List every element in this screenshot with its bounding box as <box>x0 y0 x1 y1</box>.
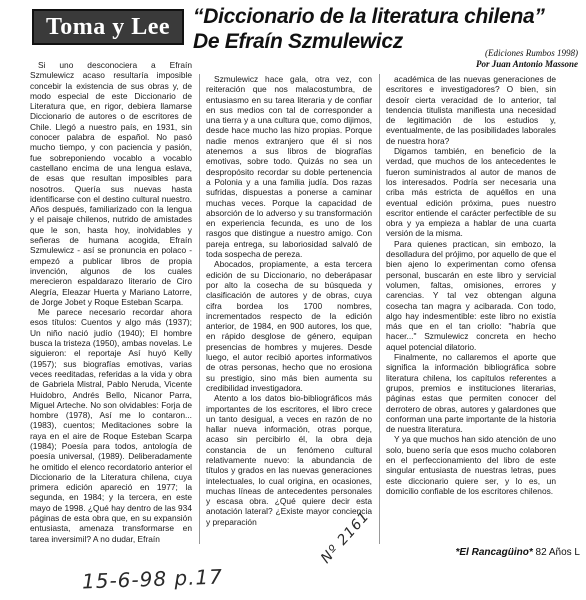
article-title <box>193 4 579 54</box>
paragraph: Y ya que muchos han sido atención de uno solo, bueno sería que esos mucho colaboren en el perfeccionamiento del libro de este singular entusiasta de nuestras letras, pues este diccionario quiere ser, y lo es, un domicilio confiable de los escritores chilenos. <box>386 434 556 496</box>
paragraph: Finalmente, no callaremos el aporte que significa la información bibliográfica sobre literatura chilena, los capítulos referentes a grupos, premios e instituciones literarias, páginas estas que permiten conocer del derrotero de obras, autores y galardones que conforman una parte importante de la historia de nuestra literatura. <box>386 352 556 435</box>
title-line-1: “Diccionario de la literatura chilena” <box>193 5 545 28</box>
paragraph: Szmulewicz hace gala, otra vez, con reiteración que nos malacostumbra, de entusiasmo en su tarea literaria y de confiar en sus medios con tal de corresponder a una tierra y a una cultura que, como dijimos, desde hace mucho las hizo propias. Porque nadie menos extranjero que él si nos atenemos a sus libros de biografías emotivas, sobre todo. Quizás no sea un despropósito recordar su doble pertenencia a Polonia y a una familia judía. Dos razas sufridas, dispuestas a ponerse a caminar muchas veces. Porque la capacidad de absorción de lo adverso y su transformación en experiencia fecunda, es uno de los rasgos que distingue a nuestro amigo. Con pareja entrega, su laboriosidad salvaló de toda sospecha de pereza. <box>206 74 372 260</box>
paragraph: Abocados, propiamente, a esta tercera edición de su Diccionario, no deberápasar por alto la cosecha de su búsqueda y clasificación de autores y de obras, cuya cifra bordea los 1700 nombres, incrementados respecto de la edición anterior, de 1984, en 900 autores, los que, en rápido desglose de género, equipan presencias de hombres y mujeres. Desde luego, el autor recibió aportes informativos de otras personas, hecho que no erosiona su prestigio, sino más bien aumenta su credibilidad investigadora. <box>206 259 372 393</box>
article-column-1 <box>30 60 192 544</box>
section-tag: Toma y Lee <box>32 9 184 45</box>
publication-note: 82 Años L <box>535 547 580 558</box>
title-line-2: De Efraín Szmulewicz <box>193 30 403 53</box>
paragraph: Me parece necesario recordar ahora esos títulos: Cuentos y algo más (1937); Un niño nació judío (1940); El hombre busca la tristeza (1950), ambas novelas. Le siguieron: el reportaje Así huyó Kelly (1957); sus biografías emotivas, varias veces reeditadas, referidas a la vida y obra de Gabriela Mistral, Pablo Neruda, Vicente Huidobro, Andrés Bello, Nicanor Parra, Miguel Arteche. No son olvidables: Forja de hombre (1978), Así me lo contaron...(1983), cuentos; Meditaciones sobre la raya en el aire de Roque Esteban Scarpa (1984); Poesía para todos, antología de poesía universal, (1989). Deliberadamente he omitido el elenco recordatorio anterior el Diccionario de la Literatura chilena, cuya primera edición apareció en 1977; la segunda, en 1984; y la tercera, en este mayo de 1998. ¿Qué hay dentro de las 934 páginas de esta obra que, en su expansión entusiasta, amenaza transformarse en tarea inversimil? A no dudar, Efraín <box>30 307 192 544</box>
publication-name: *El Rancagüino* <box>455 547 533 558</box>
article-column-3 <box>386 74 556 546</box>
handwritten-reference: Nº 2161 <box>318 508 373 567</box>
paragraph: académica de las nuevas generaciones de escritores e investigadores? O bien, sin desoír cierta veracidad de lo anterior, tal tendencia titulista manifiesta una necesidad de legitimación de los estudios y, eventualmente, de las posibilidades laborales de nuestra hora? <box>386 74 556 146</box>
source-line <box>455 547 580 558</box>
edition-note: (Ediciones Rumbos 1998) <box>485 48 578 58</box>
column-divider <box>199 74 200 544</box>
article-credit <box>476 48 578 70</box>
paragraph: Atento a los datos bio-bibliográficos más importantes de los escritores, el libro crece un tanto desigual, a veces en razón de no hallar nueva información, otras porque, acaso sin percibirlo él, la obra deja constancia de un fenómeno cultural relativamente nuevo: la abundancia de títulos y grados en las nuevas generaciones intelectuales, lo cual origina, en ocasiones, muchas líneas de antecedentes personales y escasa obra. ¿Qué quiere decir esta anotación lateral? ¿Existe mayor conciencia y preparación <box>206 393 372 527</box>
article-column-2 <box>206 74 372 546</box>
paragraph: Si uno desconociera a Efraín Szmulewicz acaso resultaría imposible concebir la existencia de sus obras y, de modo especial de este Diccionario de Literatura que, en rigor, debiera llamarse Diccionario de autores o de escritores de Chile. Llegó a nuestro país, en 1931, sin conocer palabra de español. No pasó mucho tiempo, y con paciencia y pasión, fue sobreponiendo vocablo a vocablo castellano encima de una lengua eslava, de esas que resultan imposibles para nosotros. Quería sus nuevas hasta identificarse con el destino cultural nuestro. Años después, familiarizado con la lengua y el paisaje chilenos, nutrido de amistades que le son, hasta hoy, inolvidables y señeras de humana acogida, Efraín Szmulewicz - así se pronuncia en polaco - empezó a publicar libros de propia invención, algunos de los cuales merecieron espaldarazo literario de Ciro Alegría, Eleazar Huerta y Mariano Latorre, de Jorge Jobet y Roque Esteban Scarpa. <box>30 60 192 307</box>
handwritten-date: 15-6-98 p.17 <box>81 564 224 594</box>
author-byline: Por Juan Antonio Massone <box>476 59 578 69</box>
column-divider <box>379 74 380 544</box>
paragraph: Para quienes practican, sin embozo, la desolladura del prójimo, por aquello de que el bien ajeno lo experimentan como ofensa personal, buscarán en este libro y servicial volumen, faltas, omisiones, errores y carencias. Y tal vez obtengan alguna cosecha tan magra y acibarada. Con todo, algo hay indesmentible: este libro no existía más que en el tan criollo: "habría que hacer..." Szmulewicz concreta en hecho aquel potencial dilatorio. <box>386 238 556 352</box>
paragraph: Digamos también, en beneficio de la verdad, que muchos de los antecedentes le fueron suministrados al autor de manos de los interesados. Podría ser necesaria una criba más estricta de aquéllos en una eventual edición próxima, pues nuestro escritor entiende el carácter perfectible de su obra y ya empieza a hablar de una cuarta versión de la misma. <box>386 146 556 239</box>
